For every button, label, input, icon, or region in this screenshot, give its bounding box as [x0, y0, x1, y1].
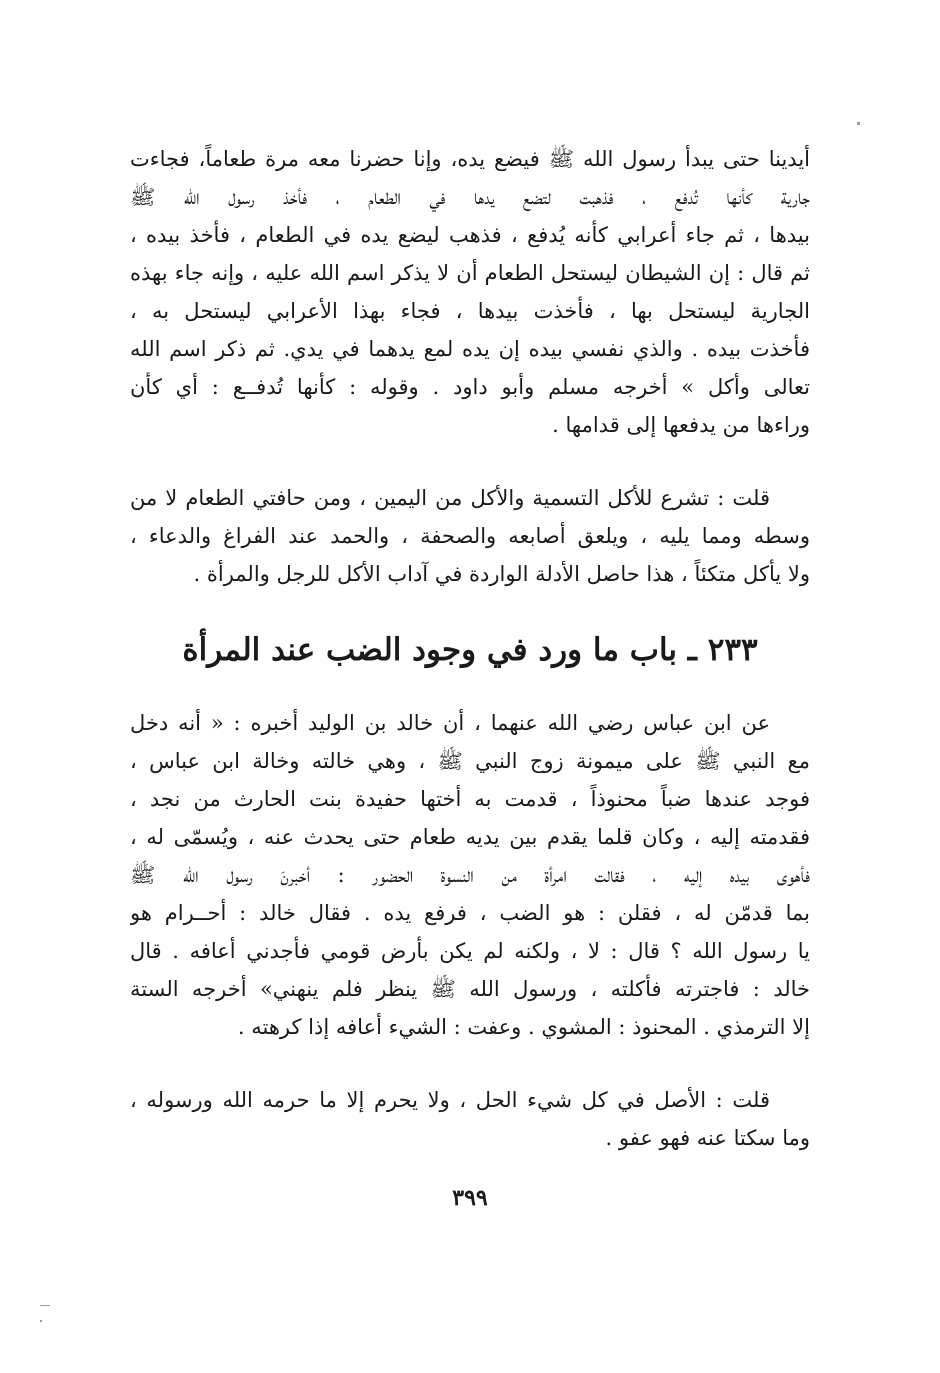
paragraph-commentary-permissibility — [130, 1081, 810, 1157]
page-number: ٣٩٩ — [452, 1185, 488, 1211]
text-line: مع النبي ﷺ على ميمونة زوج النبي ﷺ ، وهي خالته وخالة ابن عباس ، — [130, 749, 810, 773]
text-line: إلا الترمذي . المحنوذ : المشوي . وعفت : الشيء أعافه إذا كرهته . — [237, 1015, 810, 1039]
text-line: خالد : فاجترته فأكلته ، ورسول الله ﷺ ينظر فلم ينهني» أخرجه الستة — [130, 977, 810, 1001]
text-line: ولا يأكل متكئاً ، هذا حاصل الأدلة الواردة في آداب الأكل للرجل والمرأة . — [193, 562, 810, 586]
text-line: ثم قال : إن الشيطان ليستحل الطعام أن لا يذكر اسم الله عليه ، وإنه جاء بهذه — [130, 261, 810, 285]
text-line: وراءها من يدفعها إلى قدامها . — [552, 413, 810, 437]
text-line: يا رسول الله ؟ قال : لا ، ولكنه لم يكن بأرض قومي فأجدني أعافه . قال — [130, 939, 810, 963]
text-line: عن ابن عباس رضي الله عنهما ، أن خالد بن الوليد أخبره : « أنه دخل — [130, 711, 770, 735]
text-line: الجارية ليستحل بها ، فأخذت بيدها ، فجاء بهذا الأعرابي ليستحل به ، — [130, 299, 810, 323]
scan-speck — [857, 122, 860, 125]
text-line: جارية كأنها تُدفع ، فذهبت لتضع يدها في الطعام ، فأخذ رسول الله ﷺ — [130, 185, 810, 209]
text-line: وسطه ومما يليه ، ويلعق أصابعه والصحفة ، والحمد عند الفراغ والدعاء ، — [130, 524, 810, 548]
text-line: فأخذت بيده . والذي نفسي بيده إن يده لمع يدهما في يدي. ثم ذكر اسم الله — [130, 337, 810, 361]
text-line: فقدمته إليه ، وكان قلما يقدم بين يديه طعام حتى يحدث عنه ، ويُسمّى له ، — [130, 825, 810, 849]
paragraph-commentary-eating — [130, 479, 810, 593]
text-line: أيدينا حتى يبدأ رسول الله ﷺ فيضع يده، وإنا حضرنا معه مرة طعاماً، فجاءت — [130, 147, 810, 171]
scan-speck — [40, 1320, 42, 1322]
paragraph-hadith-dhabb — [130, 704, 810, 1046]
text-line: فوجد عندها ضباً محنوذاً ، قدمت به أختها حفيدة بنت الحارث من نجد ، — [130, 787, 810, 811]
text-line: فأهوى بيده إليه ، فقالت امرأة من النسوة الحضور : أخبرنَ رسول الله ﷺ — [130, 863, 810, 887]
text-line: بما قدمّن له ، فقلن : هو الضب ، فرفع يده . فقال خالد : أحــرام هو — [130, 901, 810, 925]
paragraph-hadith-continuation — [130, 140, 810, 444]
text-line: وما سكتا عنه فهو عفو . — [605, 1126, 810, 1150]
text-line: قلت : تشرع للأكل التسمية والأكل من اليمين ، ومن حافتي الطعام لا من — [130, 486, 770, 510]
text-line: بيدها ، ثم جاء أعرابي كأنه يُدفع ، فذهب ليضع يده في الطعام ، فأخذ بيده ، — [130, 223, 810, 247]
chapter-heading: ٢٣٣ ـ باب ما ورد في وجود الضب عند المرأة — [182, 632, 758, 668]
scan-speck — [40, 1305, 50, 1306]
text-line: تعالى وأكل » أخرجه مسلم وأبو داود . وقوله : كأنها تُدفــع : أي كأن — [130, 375, 810, 399]
text-line: قلت : الأصل في كل شيء الحل ، ولا يحرم إلا ما حرمه الله ورسوله ، — [130, 1088, 770, 1112]
